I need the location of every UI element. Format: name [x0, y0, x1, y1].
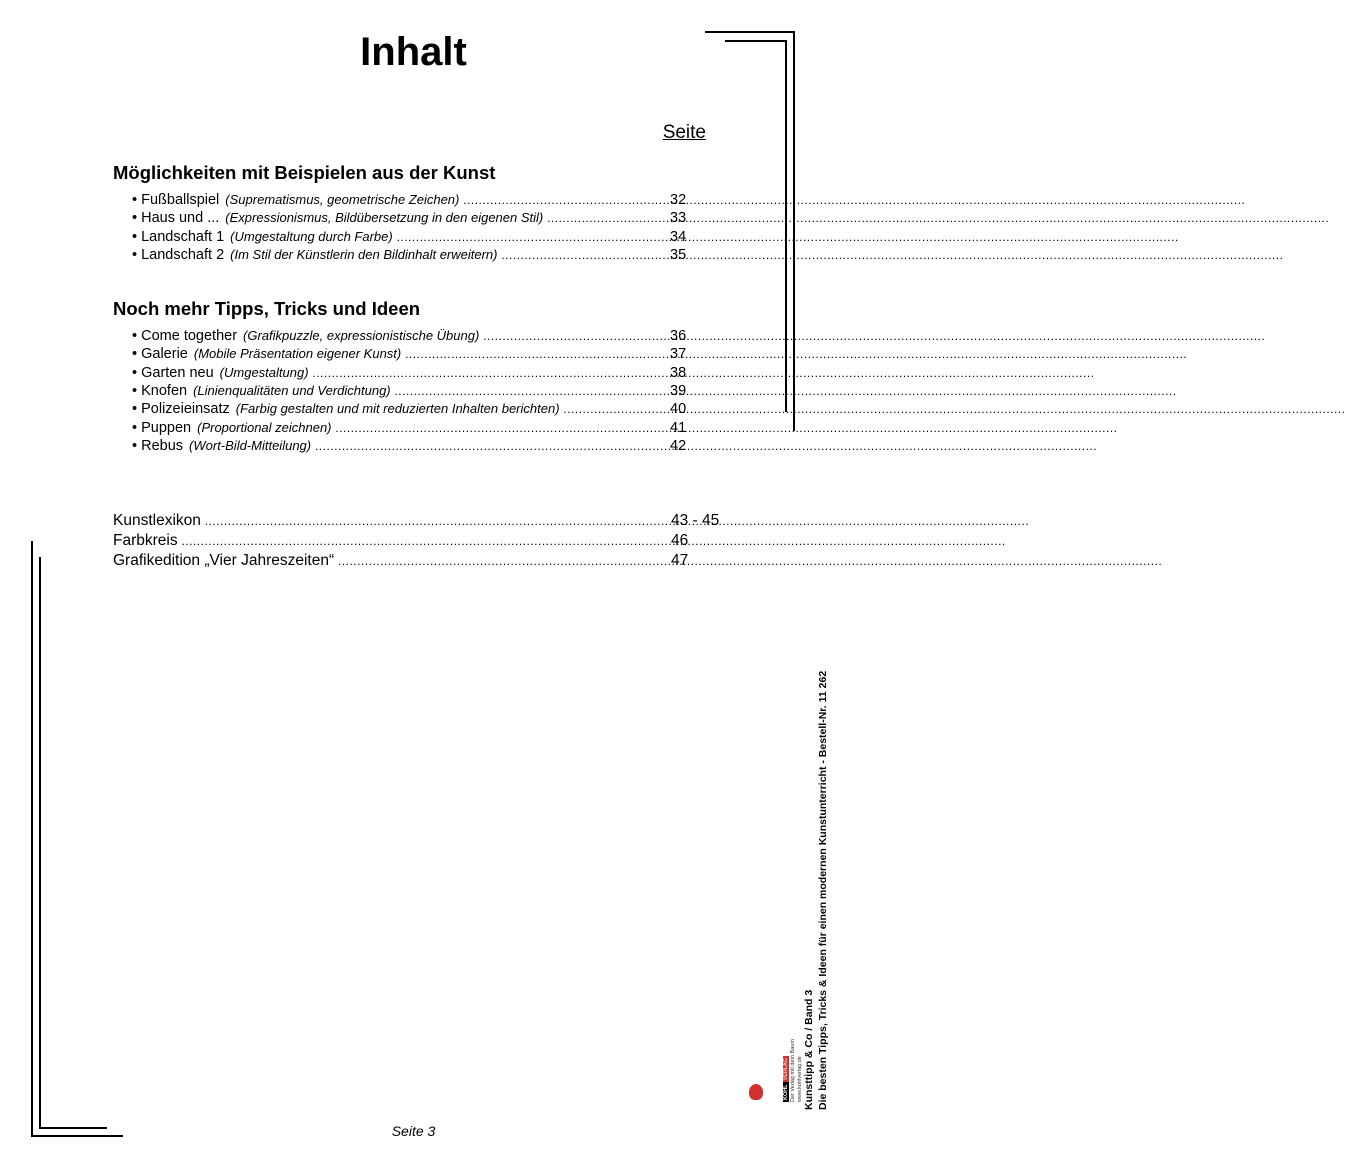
toc-entry-text: • Come together (Grafikpuzzle, expressionistische Übung) .....: [132, 327, 663, 345]
page-footer: Seite 3: [391, 1123, 436, 1139]
toc-entry-subtitle: (Umgestaltung durch Farbe): [230, 229, 393, 244]
toc-entry-label: Polizeieinsatz: [141, 401, 230, 417]
toc-entry-label: Rebus: [141, 438, 184, 454]
page-column-header: Seite: [662, 122, 706, 143]
toc-entry-text: • Galerie (Mobile Präsentation eigener Kunst) .....: [132, 345, 663, 363]
toc-entry-label: Knofen: [141, 383, 188, 399]
toc-entry-text: • Haus und ... (Expressionismus, Bildübersetzung in den eigenen Stil) .....: [132, 209, 663, 227]
side-publication-info: [802, 671, 830, 1110]
toc-entry-label: Landschaft 1: [141, 229, 225, 245]
toc-entry-page: 42: [670, 438, 687, 454]
toc-entry[interactable]: [132, 228, 719, 246]
page-title: Inhalt: [360, 30, 467, 74]
toc-entry-subtitle: (Expressionismus, Bildübersetzung in den eigenen Stil): [225, 210, 544, 225]
logo-brand: KOHL: [783, 1084, 789, 1100]
toc-entry-label: Come together: [141, 328, 238, 344]
toc-entry-subtitle: (Farbig gestalten und mit reduzierten Inhalten berichten): [235, 401, 560, 416]
appendix-entry-page: 47: [671, 552, 689, 569]
toc-entry-page: 38: [670, 365, 687, 381]
appendix-entry-page: 46: [671, 532, 689, 549]
toc-entry[interactable]: [132, 419, 719, 437]
toc-entry-page: 40: [670, 401, 687, 417]
toc-entry[interactable]: [132, 209, 719, 227]
appendix-entry-label: Farbkreis .....: [113, 531, 663, 551]
toc-entry-label: Haus und ...: [141, 210, 220, 226]
toc-entry-subtitle: (Im Stil der Künstlerin den Bildinhalt erweitern): [230, 247, 498, 262]
toc-entry-subtitle: (Suprematismus, geometrische Zeichen): [225, 192, 460, 207]
side-info-line-2: Die besten Tipps, Tricks & Ideen für einen modernen Kunstunterricht - Bestell-Nr. 11 262: [817, 670, 829, 1110]
appendix-entry-label: Kunstlexikon .....: [113, 511, 663, 531]
toc-entry[interactable]: [132, 246, 719, 264]
toc-entry-subtitle: (Proportional zeichnen): [197, 420, 332, 435]
toc-entry-page: 36: [670, 328, 687, 344]
section-heading-1: Möglichkeiten mit Beispielen aus der Kunst: [113, 162, 496, 183]
appendix-entry-label: Grafikedition „Vier Jahreszeiten“ .....: [113, 551, 663, 571]
logo-tagline: Der Verlag mit dem Baum: [790, 1039, 796, 1102]
toc-entry[interactable]: [132, 364, 719, 382]
toc-entry-label: Garten neu: [141, 365, 214, 381]
appendix-entry[interactable]: [113, 511, 723, 531]
toc-entry[interactable]: [132, 345, 719, 363]
toc-entry-text: • Polizeieinsatz (Farbig gestalten und mit reduzierten Inhalten berichten) .....: [132, 400, 663, 418]
appendix-entry[interactable]: [113, 531, 723, 551]
toc-entry[interactable]: [132, 437, 719, 455]
toc-entry[interactable]: [132, 191, 719, 209]
section-heading-2: Noch mehr Tipps, Tricks und Ideen: [113, 298, 421, 319]
appendix-entry-page: 43 - 45: [671, 512, 720, 529]
toc-entry-page: 34: [670, 229, 687, 245]
toc-entry-page: 35: [670, 247, 687, 263]
toc-entry-text: • Knofen (Linienqualitäten und Verdichtung) .....: [132, 382, 663, 400]
toc-entry-page: 39: [670, 383, 687, 399]
frame-bottom-left-outer-v: [31, 541, 33, 1137]
toc-entry-subtitle: (Linienqualitäten und Verdichtung): [193, 383, 391, 398]
frame-bottom-left-inner-v: [39, 557, 41, 1129]
toc-entry-text: • Landschaft 1 (Umgestaltung durch Farbe) .....: [132, 228, 663, 246]
toc-entry-text: • Garten neu (Umgestaltung) .....: [132, 364, 663, 382]
toc-entry[interactable]: [132, 327, 719, 345]
toc-entry-label: Puppen: [141, 420, 192, 436]
logo-brand-tag: VERLAG: [783, 1058, 789, 1081]
toc-entry-text: • Rebus (Wort-Bild-Mitteilung) .....: [132, 437, 663, 455]
side-info-line-1: Kunsttipp & Co / Band 3: [803, 989, 815, 1110]
toc-entry-label: Galerie: [141, 346, 188, 362]
logo-text: [783, 1039, 804, 1102]
toc-entry-subtitle: (Grafikpuzzle, expressionistische Übung): [243, 328, 480, 343]
toc-entry-subtitle: (Mobile Präsentation eigener Kunst): [193, 346, 402, 361]
toc-entry-subtitle: (Umgestaltung): [219, 365, 309, 380]
appendix-entry[interactable]: [113, 551, 723, 571]
toc-entry-page: 41: [670, 420, 687, 436]
toc-entry-page: 33: [670, 210, 687, 226]
logo-url: www.kohlverlag.de: [797, 1056, 803, 1102]
toc-entry-label: Fußballspiel: [141, 192, 220, 208]
toc-entry-page: 37: [670, 346, 687, 362]
toc-entry-text: • Landschaft 2 (Im Stil der Künstlerin den Bildinhalt erweitern) .....: [132, 246, 663, 264]
toc-entry-text: • Puppen (Proportional zeichnen) .....: [132, 419, 663, 437]
toc-entry[interactable]: [132, 400, 719, 418]
toc-entry-subtitle: (Wort-Bild-Mitteilung): [189, 438, 312, 453]
toc-entry-text: • Fußballspiel (Suprematismus, geometrische Zeichen) .....: [132, 191, 663, 209]
toc-entry-page: 32: [670, 192, 687, 208]
tree-icon: [749, 1084, 763, 1100]
toc-entry-label: Landschaft 2: [141, 247, 225, 263]
publisher-logo: [749, 1039, 803, 1104]
toc-entry[interactable]: [132, 382, 719, 400]
